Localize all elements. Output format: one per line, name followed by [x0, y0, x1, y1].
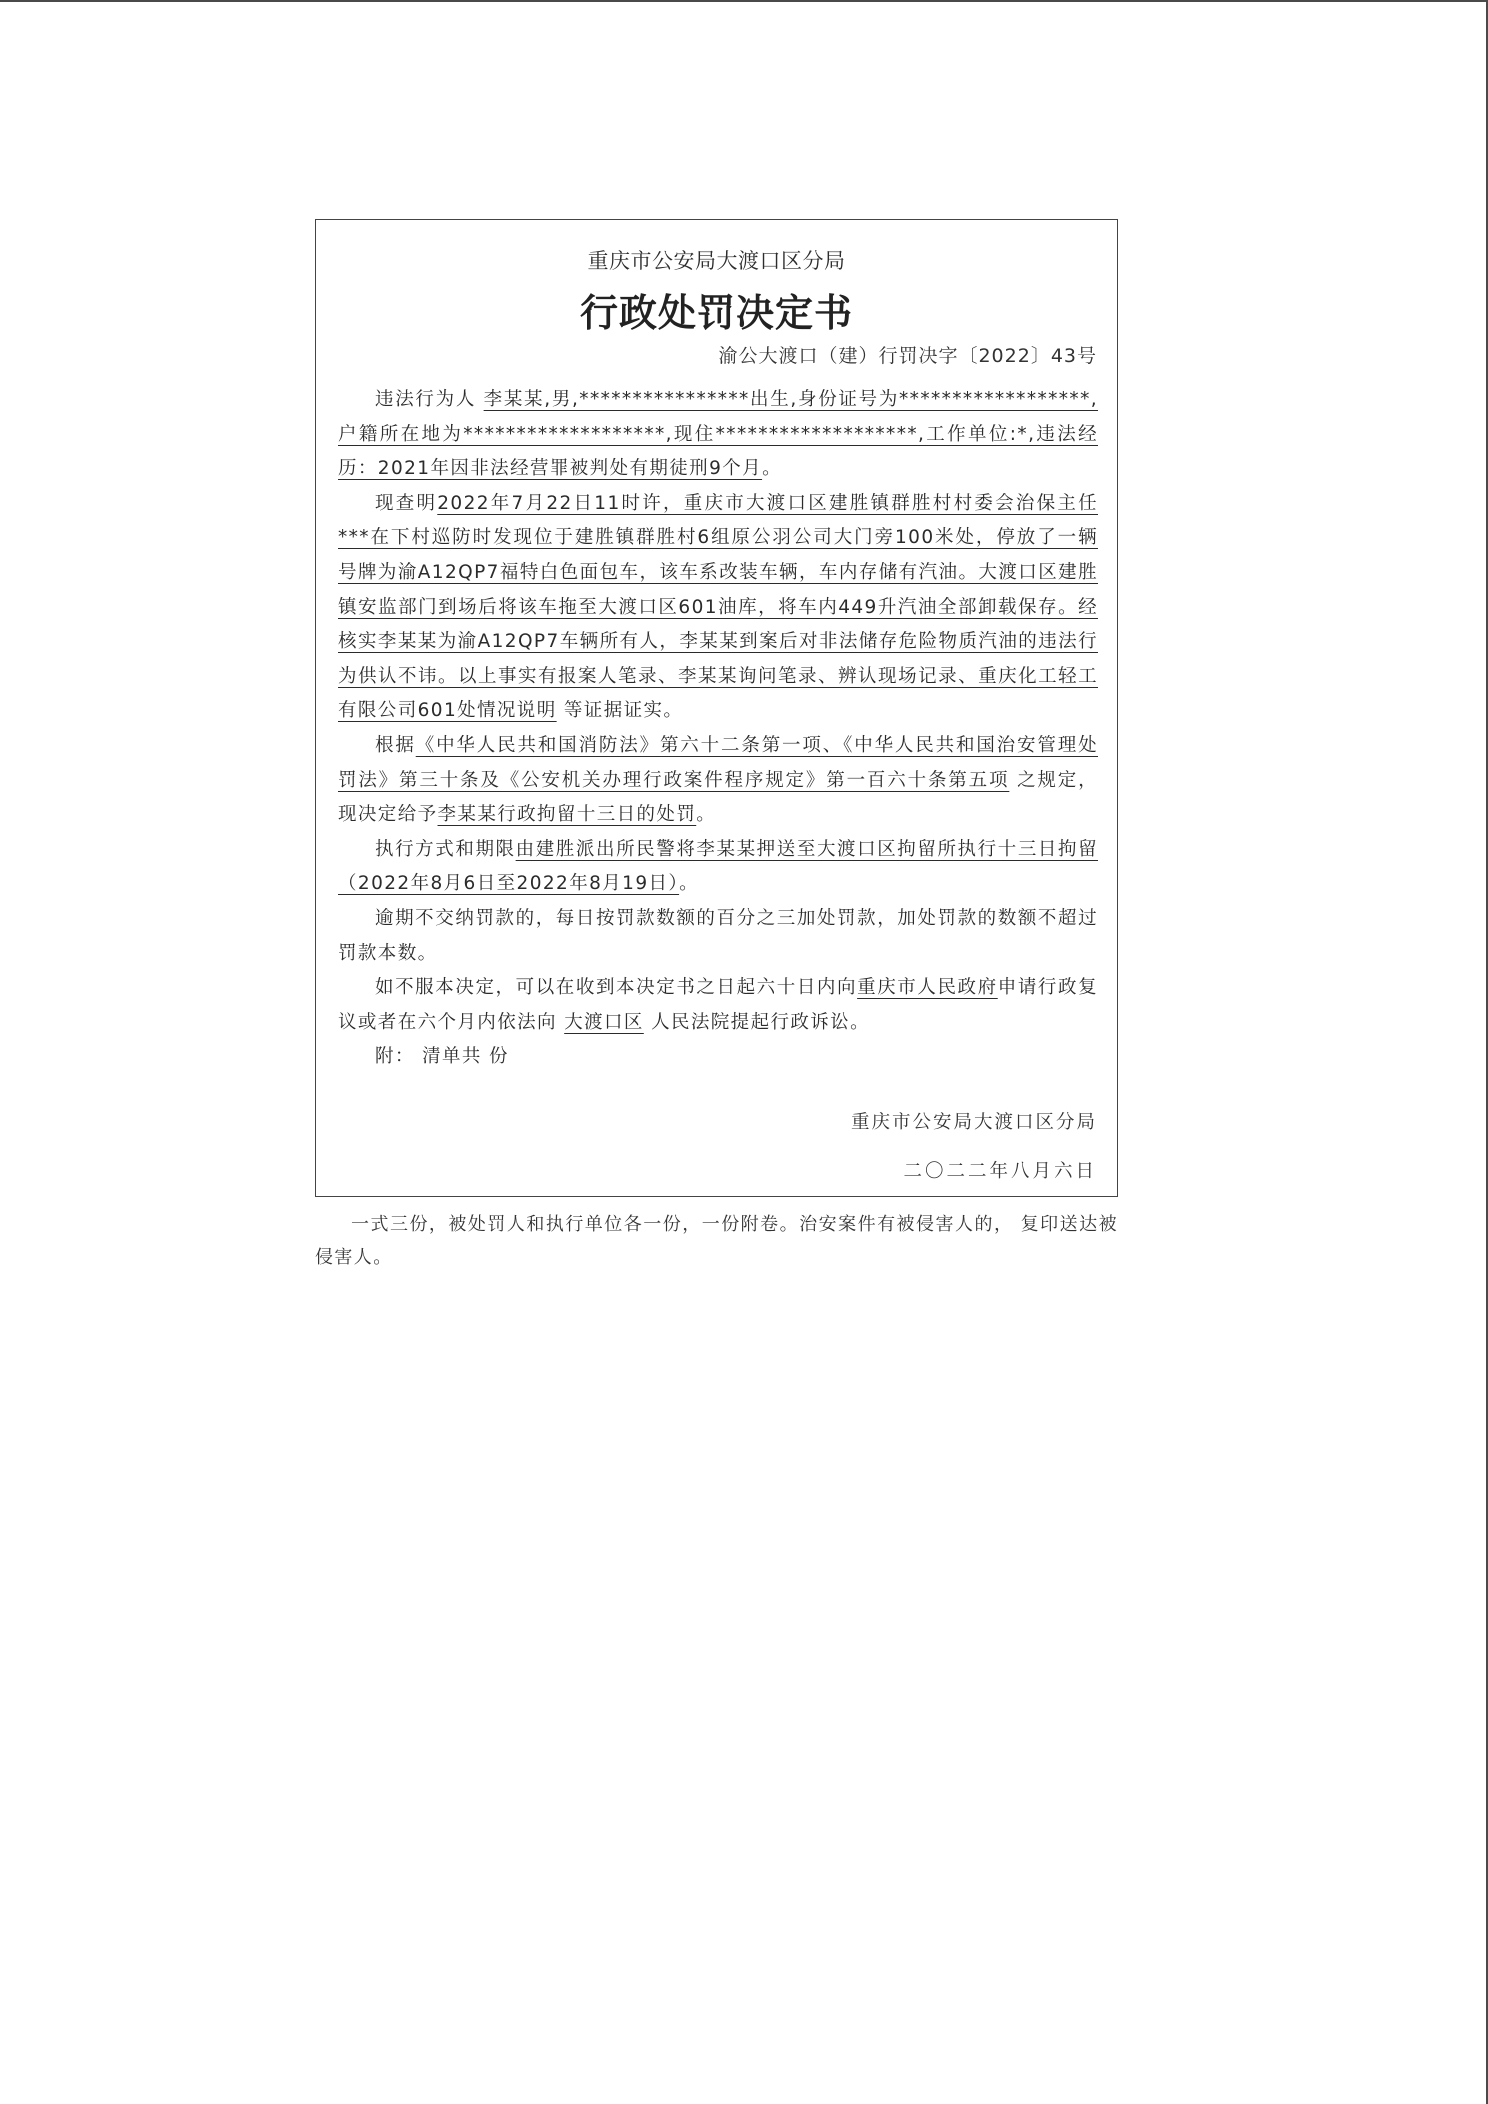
attachment-line: 附： 清单共 份: [375, 1046, 509, 1068]
appeal-mid: 申请行政复议或者在六个月内依法向: [338, 977, 1098, 1033]
offender-paragraph: 违法行为人 李某某,男,****************出生,身份证号为******************,户籍所在地为*******************,现住*******************,工作单位:*,违法经历：2021年因非法经营罪被判处有期徒刑9个月。: [338, 389, 1099, 480]
facts-paragraph: [338, 487, 1098, 729]
page-top-border: [0, 0, 1488, 2]
facts-tail: 等证据证实。: [556, 700, 684, 722]
legal-basis-laws: 《中华人民共和国消防法》第六十二条第一项、《中华人民共和国治安管理处罚法》第三十条及《公安机关办理行政案件程序规定》第一百六十条第五项: [338, 734, 1098, 791]
offender-details: 李某某,男,****************出生,身份证号为******************,户籍所在地为*******************,现住*******************,工作单位:*,违法经历：2021年因非法经营罪被判处有期徒刑9个月: [338, 389, 1099, 480]
basis-end: 。: [696, 804, 717, 826]
appeal-lead: 如不服本决定，可以在收到本决定书之日起六十日内向: [375, 977, 858, 999]
penalty-decision: 李某某行政拘留十三日的处罚: [437, 804, 697, 826]
appeal-authority: 重庆市人民政府: [857, 977, 998, 999]
issuing-authority: 重庆市公安局大渡口区分局: [587, 249, 846, 273]
document-title: 行政处罚决定书: [579, 291, 853, 335]
legal-basis-paragraph: [338, 729, 1098, 833]
appeal-end: 人民法院提起行政诉讼。: [643, 1011, 870, 1033]
appeal-court-district: 大渡口区: [564, 1011, 644, 1033]
execution-lead: 执行方式和期限: [375, 838, 516, 860]
execution-end: 。: [679, 873, 699, 895]
basis-lead: 根据: [375, 734, 416, 756]
distribution-footnote: 一式三份，被处罚人和执行单位各一份，一份附卷。治安案件有被侵害人的， 复印送达被侵害人。: [315, 1214, 1118, 1268]
document-body: [338, 383, 1098, 1075]
document-number: 渝公大渡口（建）行罚决字〔2022〕43号: [718, 345, 1097, 367]
appeal-paragraph: [338, 971, 1098, 1040]
facts-lead: 现查明: [375, 492, 438, 514]
signature-authority: 重庆市公安局大渡口区分局: [850, 1112, 1097, 1133]
execution-text: 由建胜派出所民警将李某某押送至大渡口区拘留所执行十三日拘留（2022年8月6日至2022年8月19日）: [338, 838, 1098, 895]
offender-label: 违法行为人: [375, 389, 477, 410]
signature-date: 二〇二二年八月六日: [903, 1161, 1097, 1182]
execution-paragraph: [338, 833, 1098, 902]
basis-mid: 之规定，现决定给予: [338, 769, 1098, 826]
decision-document: [315, 219, 1118, 1197]
fine-notice-paragraph: 逾期不交纳罚款的，每日按罚款数额的百分之三加处罚款，加处罚款的数额不超过罚款本数。: [338, 907, 1098, 964]
facts-text: 2022年7月22日11时许，重庆市大渡口区建胜镇群胜村村委会治保主任***在下村巡防时发现位于建胜镇群胜村6组原公羽公司大门旁100米处，停放了一辆号牌为渝A12QP7福特白色面包车，该车系改装车辆，车内存储有汽油。大渡口区建胜镇安监部门到场后将该车拖至大渡口区601油库，将车内449升汽油全部卸载保存。经核实李某某为渝A12QP7车辆所有人，李某某到案后对非法储存危险物质汽油的违法行为供认不讳。以上事实有报案人笔录、李某某询问笔录、辨认现场记录、重庆化工轻工有限公司601处情况说明: [338, 492, 1098, 722]
